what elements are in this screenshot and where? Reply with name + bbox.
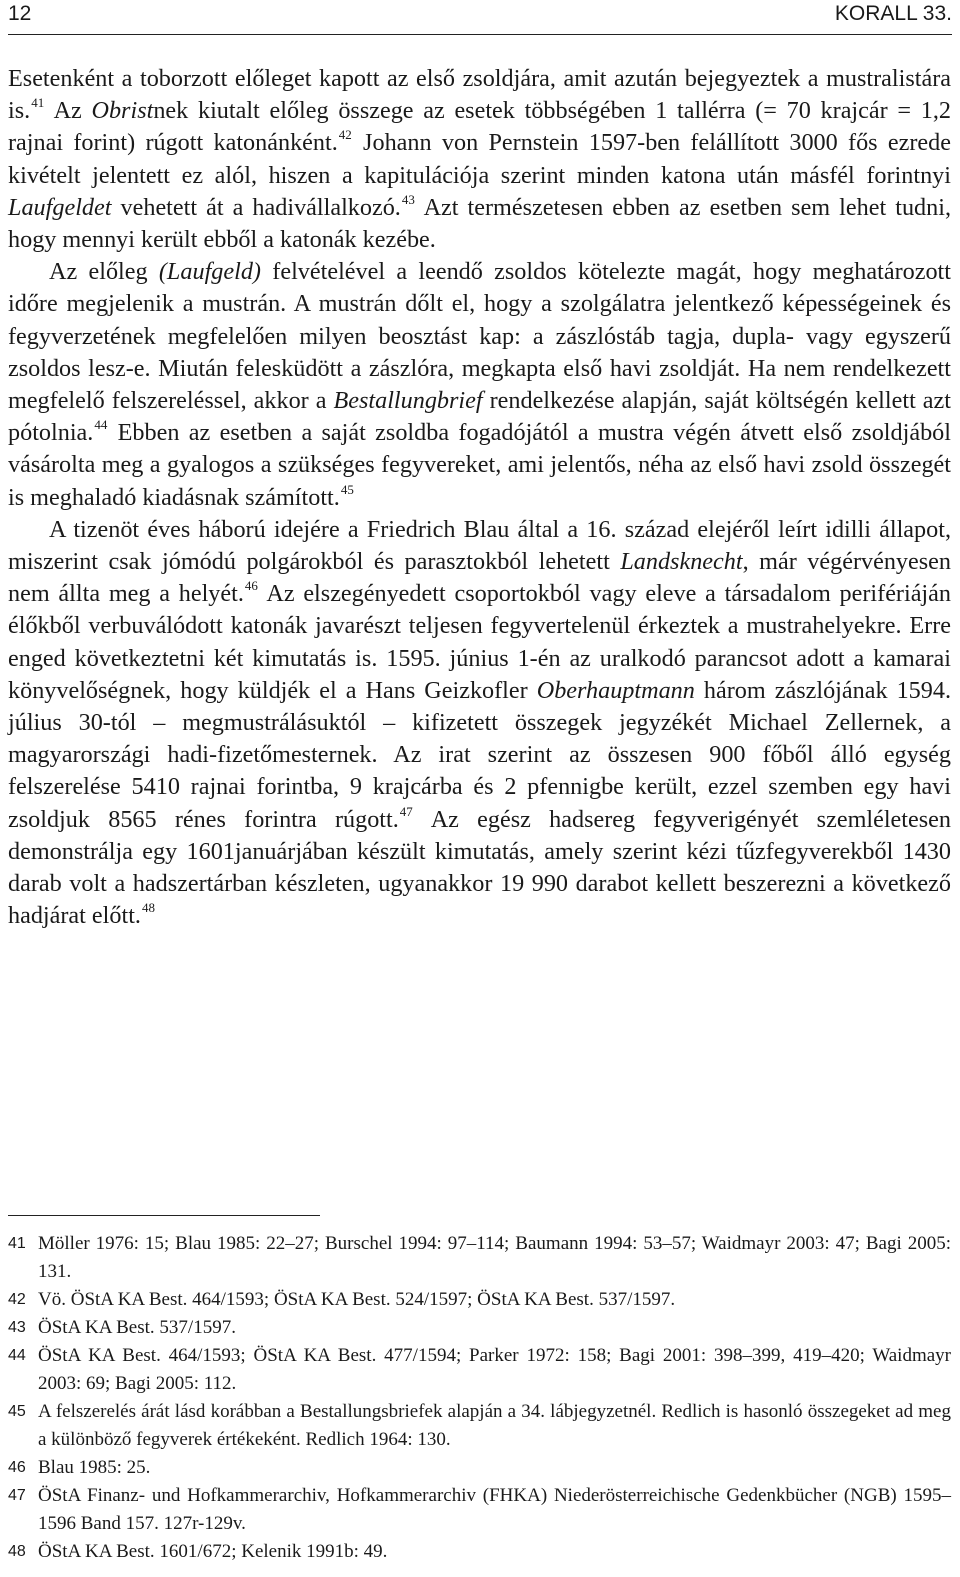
footnote-number: 48 (8, 1543, 26, 1560)
footnote-number: 47 (8, 1487, 26, 1504)
footnote-text: ÖStA KA Best. 537/1597. (38, 1317, 236, 1338)
paragraph-1 (8, 63, 951, 256)
text-span: felvételével a leendő zsoldos kötelezte magát, hogy meghatározott időre megjelenik a mustrán. A mustrán dőlt el, hogy a szolgálatra jelentkező képességeinek és fegyverzetének megfelelően milyen beosztást kap: a zászlóstáb tagja, dupla- vagy egyszerű zsoldos lesz-e. Miután felesküdött a zászlóra, megkapta első havi zsoldját. Ha nem rendelkezett megfelelő felszereléssel, akkor a (8, 258, 951, 415)
footnote-text: ÖStA KA Best. 1601/672; Kelenik 1991b: 49. (38, 1541, 388, 1562)
footnote-text: A felszerelés árát lásd korábban a Bestallungsbriefek alapján a 34. lábjegyzetnél. Redlich is hasonló összegeket ad meg a különböző fegyverek értékeként. Redlich 1964: 130. (38, 1401, 951, 1450)
footnote-text: Blau 1985: 25. (38, 1457, 151, 1478)
footnote (8, 1454, 951, 1482)
text-span: Johann von Pernstein 1597-ben felállított 3000 fős ezrede kivételt jelentett ez alól, hiszen a kapitulációja szerint minden katona után másfél forintnyi (8, 129, 951, 189)
footnote (8, 1314, 951, 1342)
paragraph-2 (8, 256, 951, 514)
text-span: Az (45, 97, 92, 125)
footnote (8, 1342, 951, 1398)
text-span: Az elszegényedett csoportokból vagy eleve a társadalom perifériáján élőkből verbuválódott katonák javarészt teljesen fegyvertelenül érkeztek a mustrahelyekre. Erre enged következtetni két kimutatás is. 1595. június 1-én az uralkodó parancsot adott a kamarai könyvelőségnek, hogy küldjék el a Hans Geizkofler (8, 580, 951, 704)
footnote-number: 44 (8, 1347, 26, 1364)
italic-term: Obrist (91, 97, 154, 125)
footnote-text: ÖStA KA Best. 464/1593; ÖStA KA Best. 477/1594; Parker 1972: 158; Bagi 2001: 398–399, 419–420; Waidmayr 2003: 69; Bagi 2005: 112. (38, 1345, 951, 1394)
text-span: vehetett át a hadivállalkozó. (111, 193, 401, 221)
footnote (8, 1538, 951, 1566)
footnote-ref-45: 45 (340, 481, 354, 497)
text-span: , már végérvényesen nem állta meg a helyét. (8, 548, 951, 608)
footnote-number: 42 (8, 1291, 26, 1308)
footnote (8, 1482, 951, 1538)
footnote-text: ÖStA Finanz- und Hofkammerarchiv, Hofkammerarchiv (FHKA) Niederösterreichische Gedenkbücher (NGB) 1595–1596 Band 157. 127r-129v. (38, 1485, 951, 1534)
italic-term: Landsknecht (620, 548, 743, 576)
text-span: Esetenként a toborzott előleget kapott az első zsoldjára, amit azután bejegyeztek a mustralistára is. (8, 65, 951, 125)
running-title: KORALL 33. (834, 2, 952, 25)
footnote (8, 1230, 951, 1286)
footnote-number: 43 (8, 1319, 26, 1336)
page-number: 12 (8, 2, 32, 25)
footnote-ref-43: 43 (401, 191, 415, 207)
footnote (8, 1286, 951, 1314)
footnote-ref-42: 42 (338, 127, 352, 143)
footnotes (8, 1230, 951, 1566)
italic-term: Laufgeldet (8, 193, 112, 221)
footnote (8, 1398, 951, 1454)
footnote-text: Möller 1976: 15; Blau 1985: 22–27; Burschel 1994: 97–114; Baumann 1994: 53–57; Waidmayr 2003: 47; Bagi 2005: 131. (38, 1233, 951, 1282)
footnote-number: 46 (8, 1459, 26, 1476)
italic-term: (Laufgeld) (158, 258, 261, 286)
footnote-ref-46: 46 (244, 578, 258, 594)
footnote-text: Vö. ÖStA KA Best. 464/1593; ÖStA KA Best. 524/1597; ÖStA KA Best. 537/1597. (38, 1289, 676, 1310)
text-span: Az egész hadsereg fegyverigényét szemléletesen demonstrálja egy 1601januárjában készült kimutatás, amely szerint kézi tűzfegyverekből 1430 darab volt a hadszertárban készleten, ugyanakkor 19 990 darabot kellett beszerezni a következő hadjárat előtt. (8, 805, 951, 930)
text-span: Ebben az esetben a saját zsoldba fogadójától a mustra végén átvett első zsoldjából vásárolta meg a gyalogos a szükséges fegyvereket, ami jelentős, néha az első havi zsold összegét is meghaladó kiadásnak számított. (8, 419, 951, 511)
text-span: Az előleg (49, 258, 159, 286)
page-header (8, 0, 952, 35)
footnote-number: 41 (8, 1235, 26, 1252)
footnote-ref-48: 48 (141, 900, 155, 916)
main-text (8, 63, 951, 932)
footnote-ref-41: 41 (31, 95, 45, 111)
footnote-ref-44: 44 (94, 417, 108, 433)
footnote-ref-47: 47 (399, 803, 413, 819)
italic-term: Oberhauptmann (536, 676, 695, 704)
text-span: Azt természetesen ebben az esetben sem lehet tudni, hogy mennyi került ebből a katonák kezébe. (8, 193, 951, 254)
italic-term: Bestallungbrief (333, 387, 483, 415)
paragraph-3 (8, 514, 951, 933)
text-span: nek kiutalt előleg összege az esetek többségében 1 tallérra (= 70 krajcár = 1,2 rajnai forint) rúgott katonánként. (8, 97, 951, 157)
text-span: három zászlójának 1594. július 30-tól – megmustrálásuktól – kifizetett összegek jegyzékét Michael Zellernek, a magyarországi hadi-fizetőmesternek. Az irat szerint az összesen 900 főből álló egység felszerelése 5410 rajnai forintba, 9 krajcárba és 2 pfennigbe került, ezzel szemben egy havi zsoldjuk 8565 rénes forintra rúgott. (8, 676, 951, 833)
footnote-number: 45 (8, 1403, 26, 1420)
text-span: A tizenöt éves háború idejére a Friedrich Blau által a 16. század elejéről leírt idilli állapot, miszerint csak jómódú polgárokból és parasztokból lehetett (8, 515, 951, 576)
text-span: rendelkezése alapján, saját költségén kellett azt pótolnia. (8, 387, 951, 447)
footnote-divider (8, 1215, 320, 1216)
